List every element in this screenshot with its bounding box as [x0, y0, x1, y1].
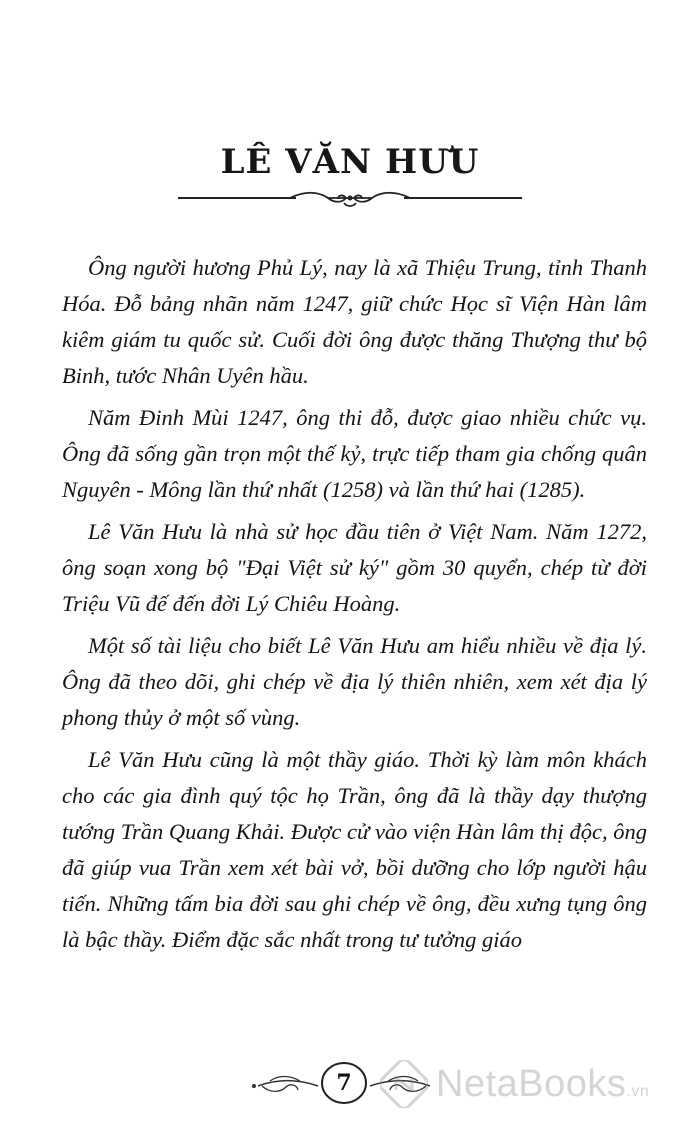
watermark	[380, 1056, 690, 1112]
page-title: LÊ VĂN HƯU	[220, 142, 480, 182]
paragraph: Lê Văn Hưu là nhà sử học đầu tiên ở Việt Nam. Năm 1272, ông soạn xong bộ "Đại Việt sử ký" gồm 30 quyển, chép từ đời Triệu Vũ đế đến đời Lý Chiêu Hoàng.	[62, 519, 647, 616]
paragraph: Một số tài liệu cho biết Lê Văn Hưu am hiểu nhiều về địa lý. Ông đã theo dõi, ghi chép về địa lý thiên nhiên, xem xét địa lý phong thủy ở một số vùng.	[62, 633, 647, 730]
paragraph: Lê Văn Hưu cũng là một thầy giáo. Thời kỳ làm môn khách cho các gia đình quý tộc họ Trần, ông đã là thầy dạy thượng tướng Trần Quang Khải. Được cử vào viện Hàn lâm thị độc, ông đã giúp vua Trần xem xét bài vở, bồi dưỡng cho lớp người hậu tiến. Những tấm bia đời sau ghi chép về ông, đều xưng tụng ông là bậc thầy. Điểm đặc sắc nhất trong tư tưởng giáo	[62, 747, 647, 952]
watermark-suffix: .vn	[626, 1082, 650, 1100]
paragraph: Năm Đinh Mùi 1247, ông thi đỗ, được giao nhiều chức vụ. Ông đã sống gần trọn một thế kỷ, trực tiếp tham gia chống quân Nguyên - Mông lần thứ nhất (1258) và lần thứ hai (1285).	[62, 405, 647, 502]
page-number: 7	[336, 1070, 352, 1096]
netabooks-logo-icon	[380, 1060, 428, 1108]
body-text	[62, 250, 647, 964]
paragraph: Ông người hương Phủ Lý, nay là xã Thiệu Trung, tỉnh Thanh Hóa. Đỗ bảng nhãn năm 1247, giữ chức Học sĩ Viện Hàn lâm kiêm giám tu quốc sử. Cuối đời ông được thăng Thượng thư bộ Binh, tước Nhân Uyên hầu.	[62, 255, 647, 388]
title-divider-ornament	[178, 188, 522, 212]
watermark-brand: NetaBooks	[436, 1062, 627, 1105]
